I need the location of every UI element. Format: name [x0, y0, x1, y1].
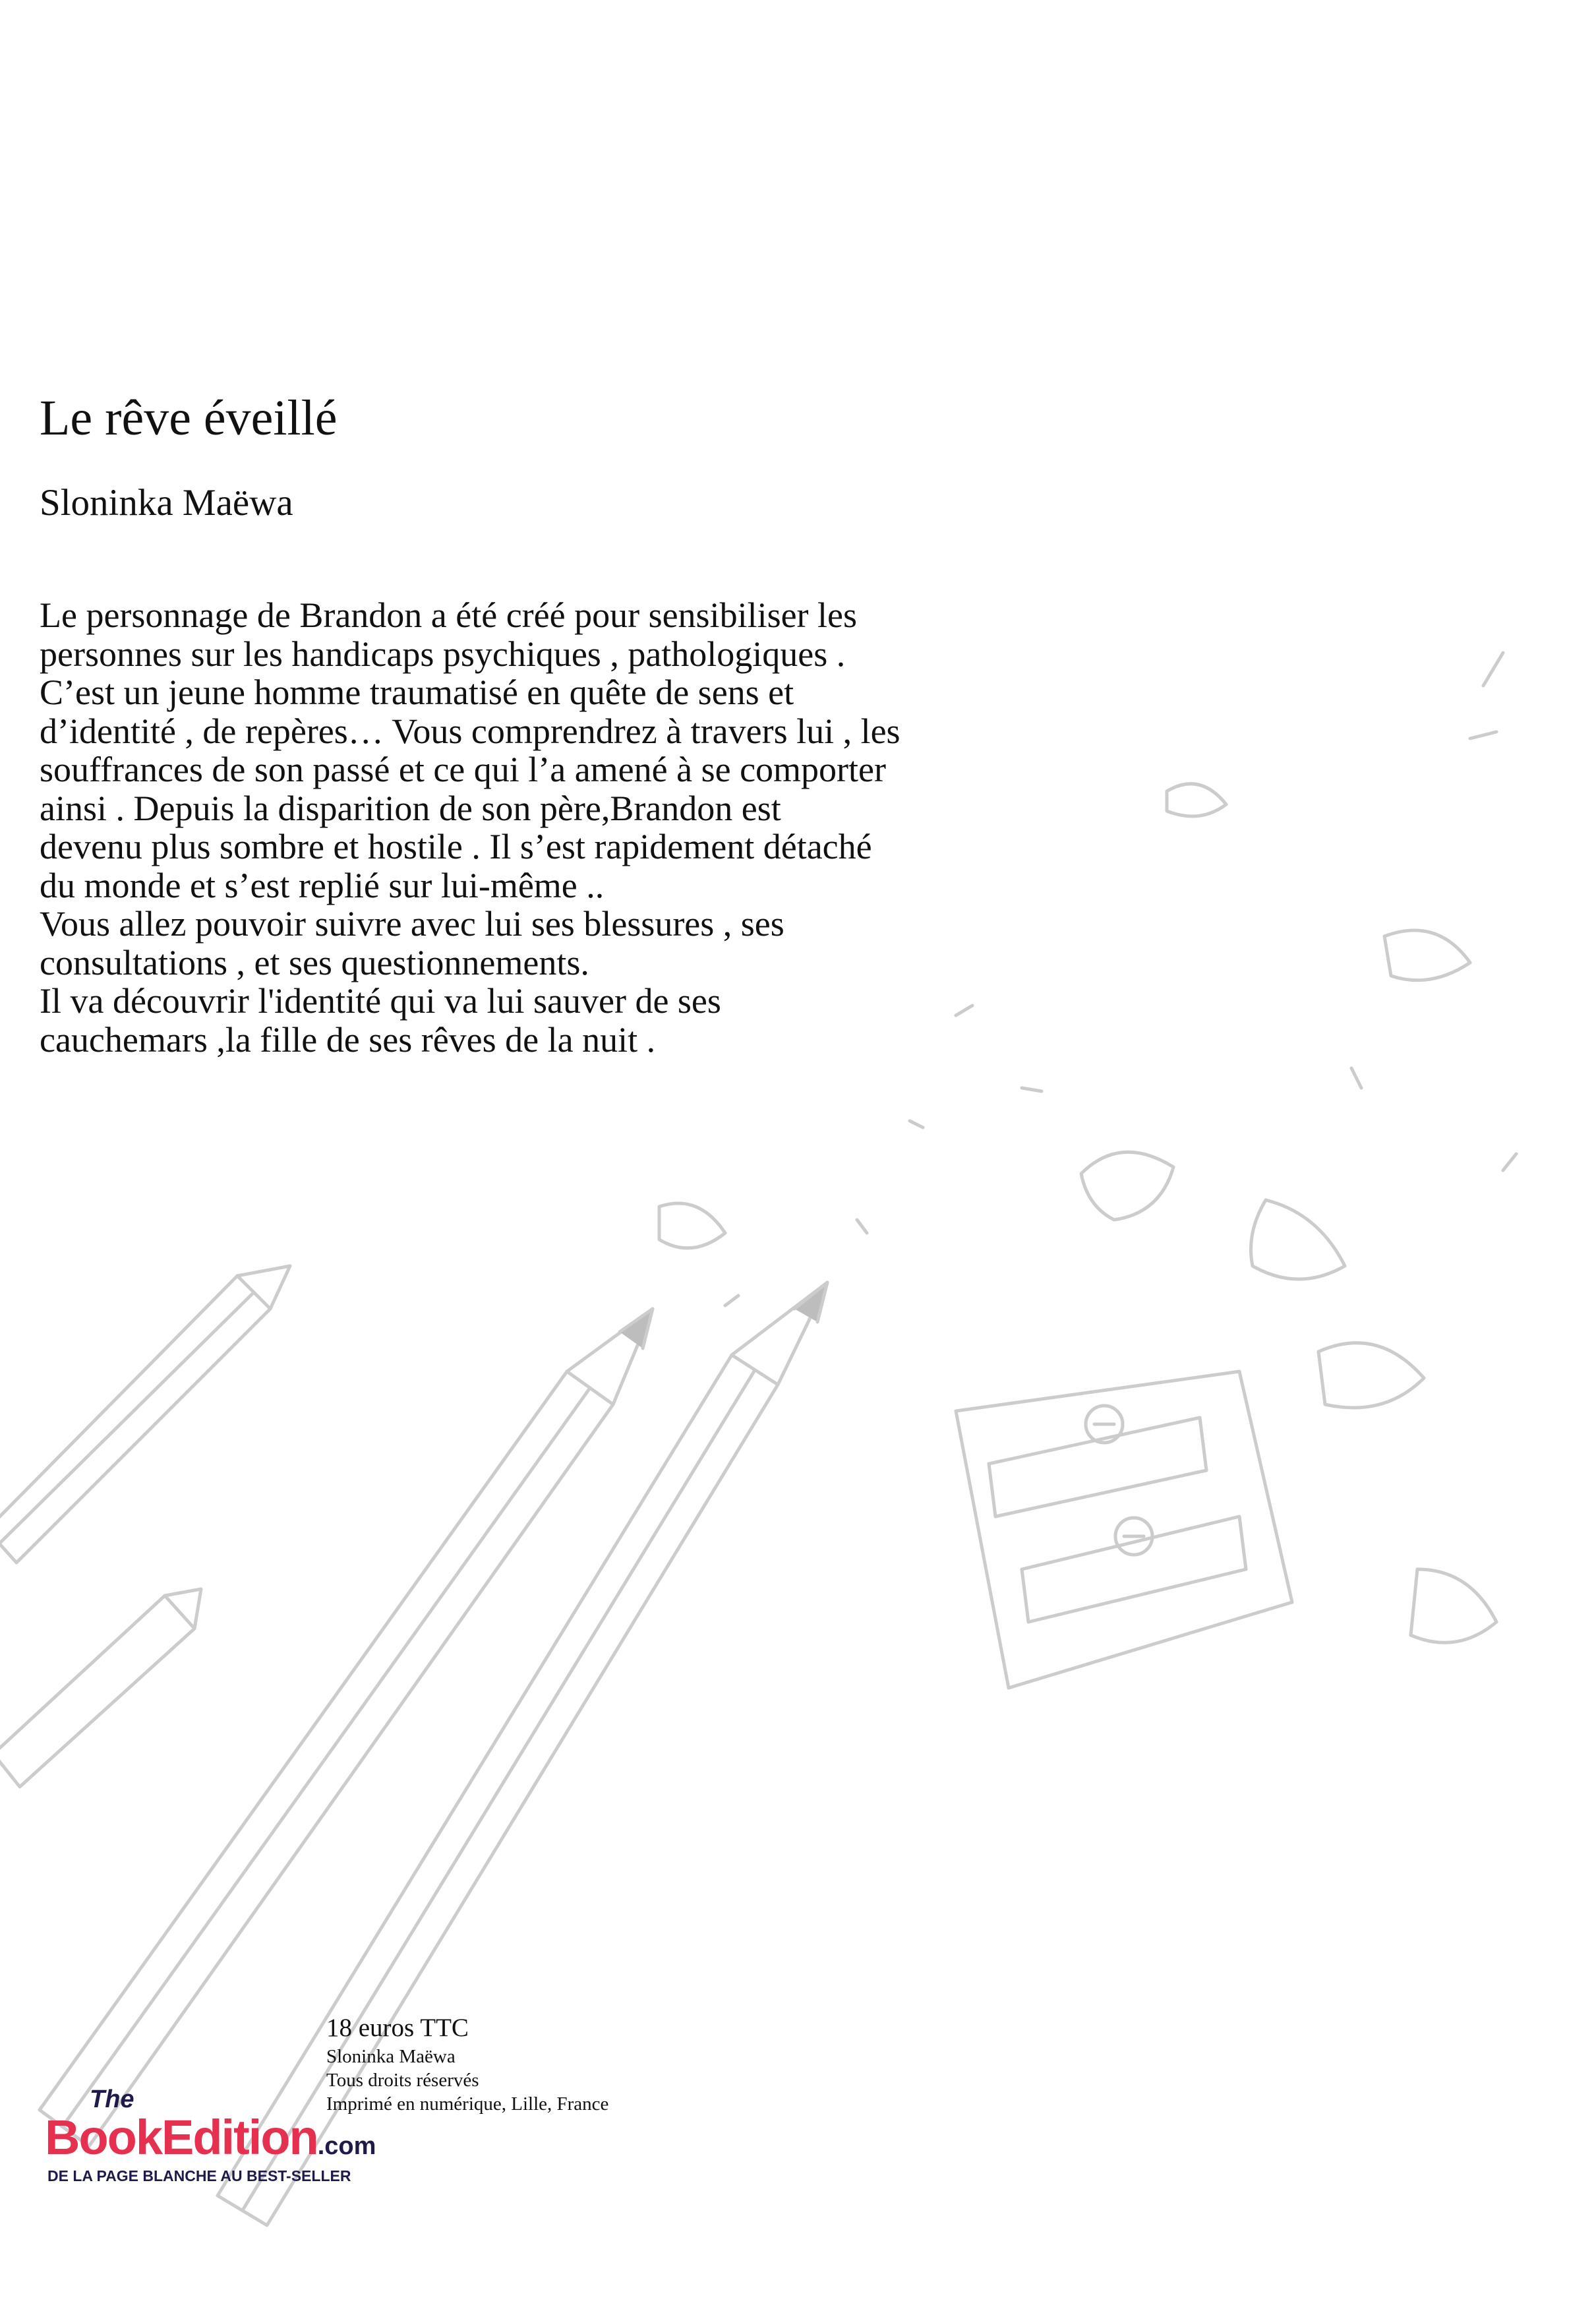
logo-brand: BookEdition	[45, 2110, 318, 2165]
logo-tld: .com	[317, 2132, 376, 2160]
blurb-line: cauchemars ,la fille de ses rêves de la nuit .	[40, 1019, 656, 1060]
blurb-line: souffrances de son passé et ce qui l’a amené à se comporter	[40, 750, 886, 789]
blurb-line: d’identité , de repères… Vous comprendrez à travers lui , les	[40, 711, 901, 751]
blurb-line: consultations , et ses questionnements.	[40, 942, 589, 982]
publisher-logo	[45, 2086, 440, 2184]
book-title: Le rêve éveillé	[40, 390, 338, 446]
blurb-line: Vous allez pouvoir suivre avec lui ses blessures , ses	[40, 904, 784, 944]
colophon-author: Sloninka Maëwa	[326, 2045, 456, 2067]
back-cover-blurb	[40, 596, 1266, 1059]
sharpener-icon	[956, 1371, 1292, 1688]
logo-the: The	[90, 2086, 134, 2113]
blurb-line: du monde et s’est replié sur lui-même ..	[40, 865, 605, 905]
printing-notice: Imprimé en numérique, Lille, France	[326, 2093, 609, 2115]
pencil-icon	[0, 1266, 290, 1563]
price: 18 euros TTC	[326, 2014, 469, 2042]
blurb-line: C’est un jeune homme traumatisé en quête de sens et	[40, 673, 794, 712]
logo-tagline: DE LA PAGE BLANCHE AU BEST-SELLER	[47, 2167, 351, 2184]
blurb-line: personnes sur les handicaps psychiques , pathologiques .	[40, 634, 846, 674]
blurb-line: devenu plus sombre et hostile . Il s’est rapidement détaché	[40, 827, 872, 866]
rights-notice: Tous droits réservés	[326, 2070, 479, 2091]
book-author: Sloninka Maëwa	[40, 482, 293, 524]
logo-wordmark	[45, 2109, 376, 2165]
pencil-icon	[0, 1589, 201, 1787]
blurb-line: ainsi . Depuis la disparition de son père,Brandon est	[40, 788, 781, 828]
blurb-line: Il va découvrir l'identité qui va lui sauver de ses	[40, 981, 721, 1021]
blurb-line: Le personnage de Brandon a été créé pour sensibiliser les	[40, 595, 858, 635]
